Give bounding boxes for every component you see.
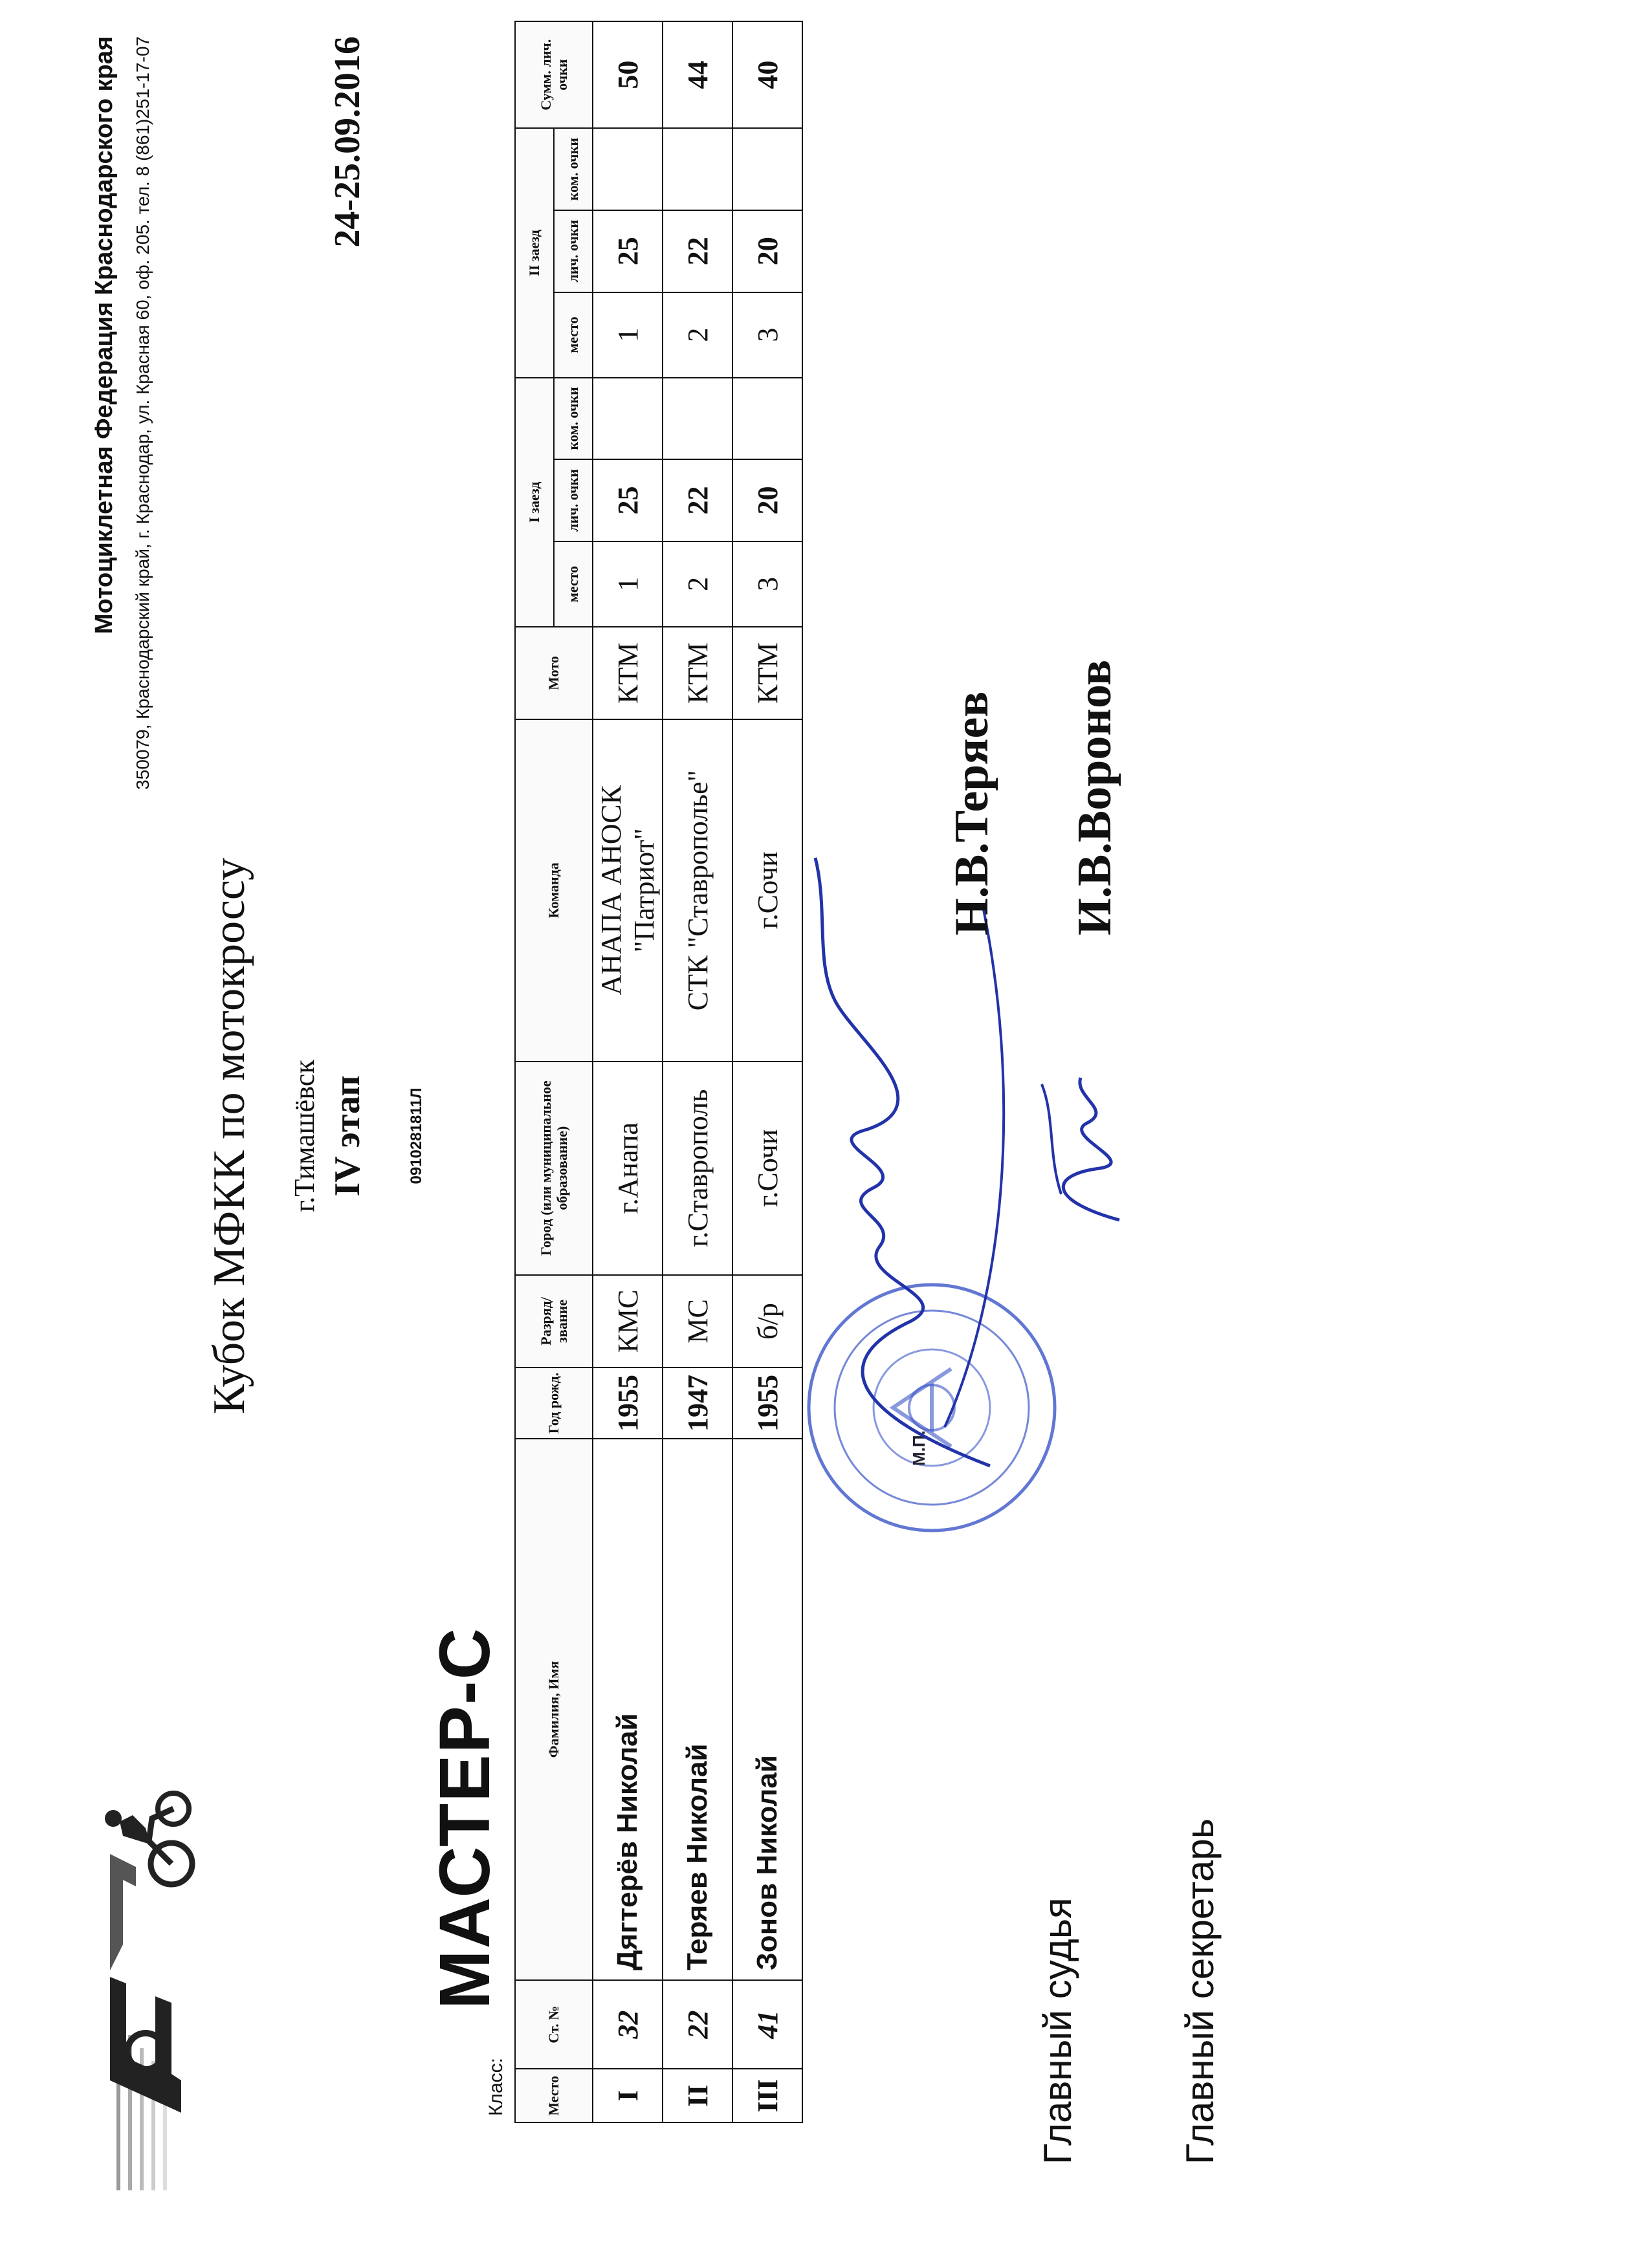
cell-race1-team (732, 378, 802, 460)
class-value: МАСТЕР-С (425, 1626, 505, 2009)
event-date: 24-25.09.2016 (327, 36, 368, 248)
secretary-name: И.В.Воронов (1068, 659, 1121, 935)
cell-start-no: 22 (663, 1980, 732, 2069)
cell-city: г.Анапа (593, 1062, 663, 1275)
judge-name: Н.В.Теряев (945, 691, 998, 935)
cell-team: АНАПА АНОСК "Патриот" (593, 719, 663, 1061)
cell-start-no: 32 (593, 1980, 663, 2069)
cell-race1-personal: 22 (663, 459, 732, 541)
secretary-label: Главный секретарь (1178, 1818, 1222, 2164)
header-name: Фамилия, Имя (515, 1439, 593, 1980)
seal-mark: М.П. (909, 1430, 929, 1466)
cell-race2-team (663, 128, 732, 210)
event-city: г.Тимашёвск (289, 1060, 320, 1212)
header-moto: Мото (515, 627, 593, 719)
cell-moto: КТМ (732, 627, 802, 719)
cell-race1-place: 3 (732, 541, 802, 627)
class-label: Класс: (485, 2058, 507, 2116)
cell-race1-place: 2 (663, 541, 732, 627)
header-race1-personal: лич. очки (554, 459, 593, 541)
cell-race2-team (732, 128, 802, 210)
table-row (663, 21, 732, 2122)
cell-rank: МС (663, 1275, 732, 1368)
cell-start-no: 41 (732, 1980, 802, 2069)
cell-race2-team (593, 128, 663, 210)
cell-race2-personal: 22 (663, 210, 732, 292)
cell-city: г.Ставрополь (663, 1062, 732, 1275)
mfkk-logo (97, 1789, 201, 2190)
cell-rank: б/р (732, 1275, 802, 1368)
logo-letter-shape (110, 1977, 181, 2113)
cell-race2-place: 1 (593, 292, 663, 378)
cell-race2-personal: 25 (593, 210, 663, 292)
header-place: Место (515, 2069, 593, 2122)
cell-race1-team (663, 378, 732, 460)
header-race1: I заезд (515, 378, 554, 627)
cell-race2-place: 2 (663, 292, 732, 378)
header-race2-team: ком. очки (554, 128, 593, 210)
cell-moto: КТМ (663, 627, 732, 719)
cell-name: Зонов Николай (732, 1439, 802, 1980)
cell-moto: КТМ (593, 627, 663, 719)
results-table (514, 21, 803, 2123)
header-team: Команда (515, 719, 593, 1061)
cell-race2-personal: 20 (732, 210, 802, 292)
header-race2-place: место (554, 292, 593, 378)
cell-rank: КМС (593, 1275, 663, 1368)
event-stage: IV этап (327, 1075, 368, 1197)
cell-race2-place: 3 (732, 292, 802, 378)
event-code: 0910281811Л (408, 1087, 425, 1184)
header-rank: Разряд/ звание (515, 1275, 593, 1368)
event-title: Кубок МФКК по мотокроссу (204, 857, 254, 1415)
cell-race1-personal: 20 (732, 459, 802, 541)
header-race2: II заезд (515, 128, 554, 377)
cell-race1-place: 1 (593, 541, 663, 627)
table-row (593, 21, 663, 2122)
header-total: Сумм. лич. очки (515, 21, 593, 128)
cell-year: 1955 (732, 1368, 802, 1439)
cell-team: г.Сочи (732, 719, 802, 1061)
cell-year: 1947 (663, 1368, 732, 1439)
header-race2-personal: лич. очки (554, 210, 593, 292)
organization-name: Мотоциклетная Федерация Краснодарского края (91, 36, 118, 635)
header-start-no: Ст. № (515, 1980, 593, 2069)
cell-name: Дягтерёв Николай (593, 1439, 663, 1980)
organization-address: 350079, Краснодарский край, г. Краснодар, ул. Красная 60, оф. 205. тел. 8 (861)251-17-07 (133, 36, 153, 790)
cell-place: II (663, 2069, 732, 2122)
cell-place: I (593, 2069, 663, 2122)
cell-total: 40 (732, 21, 802, 128)
cell-city: г.Сочи (732, 1062, 802, 1275)
judge-signature (776, 845, 1048, 1492)
results-table-body (593, 21, 802, 2122)
cell-race1-personal: 25 (593, 459, 663, 541)
cell-team: СТК "Ставрополье" (663, 719, 732, 1061)
judge-label: Главный судья (1036, 1897, 1079, 2164)
cell-total: 50 (593, 21, 663, 128)
header-city: Город (или муниципальное образование) (515, 1062, 593, 1275)
header-race1-place: место (554, 541, 593, 627)
header-race1-team: ком. очки (554, 378, 593, 460)
secretary-signature (1022, 1065, 1152, 1233)
results-table-header (515, 21, 593, 2122)
cell-name: Теряев Николай (663, 1439, 732, 1980)
cell-year: 1955 (593, 1368, 663, 1439)
header-year: Год рожд. (515, 1368, 593, 1439)
cell-race1-team (593, 378, 663, 460)
cell-total: 44 (663, 21, 732, 128)
cell-place: III (732, 2069, 802, 2122)
